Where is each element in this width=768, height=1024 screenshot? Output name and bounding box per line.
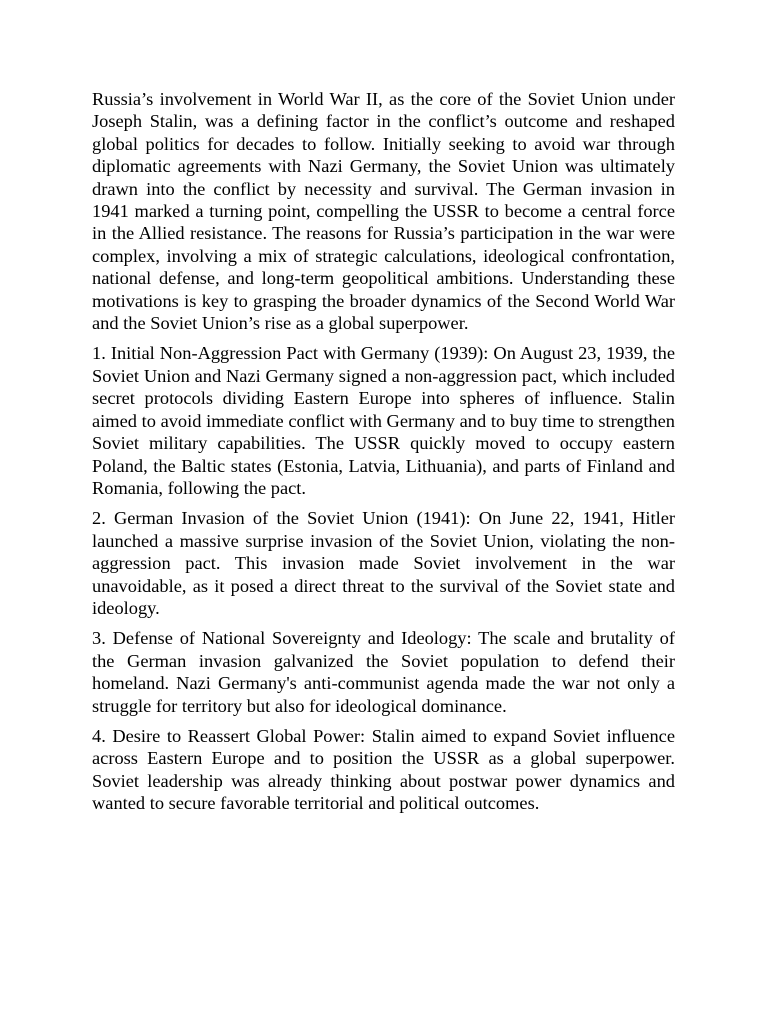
document-page [92,88,675,823]
point-1-paragraph: 1. Initial Non-Aggression Pact with Germany (1939): On August 23, 1939, the Soviet Union and Nazi Germany signed a non-aggression pact, which included secret protocols dividing Eastern Europe into spheres of influence. Stalin aimed to avoid immediate conflict with Germany and to buy time to strengthen Soviet military capabilities. The USSR quickly moved to occupy eastern Poland, the Baltic states (Estonia, Latvia, Lithuania), and parts of Finland and Romania, following the pact. [92,343,675,498]
point-2-paragraph: 2. German Invasion of the Soviet Union (1941): On June 22, 1941, Hitler launched a massive surprise invasion of the Soviet Union, violating the non-aggression pact. This invasion made Soviet involvement in the war unavoidable, as it posed a direct threat to the survival of the Soviet state and ideology. [92,508,675,618]
point-3-paragraph: 3. Defense of National Sovereignty and Ideology: The scale and brutality of the German invasion galvanized the Soviet population to defend their homeland. Nazi Germany's anti-communist agenda made the war not only a struggle for territory but also for ideological dominance. [92,628,675,716]
point-4-paragraph: 4. Desire to Reassert Global Power: Stalin aimed to expand Soviet influence across Eastern Europe and to position the USSR as a global superpower. Soviet leadership was already thinking about postwar power dynamics and wanted to secure favorable territorial and political outcomes. [92,725,675,814]
intro-paragraph: Russia’s involvement in World War II, as the core of the Soviet Union under Joseph Stalin, was a defining factor in the conflict’s outcome and reshaped global politics for decades to follow. Initially seeking to avoid war through diplomatic agreements with Nazi Germany, the Soviet Union was ultimately drawn into the conflict by necessity and survival. The German invasion in 1941 marked a turning point, compelling the USSR to become a central force in the Allied resistance. The reasons for Russia’s participation in the war were complex, involving a mix of strategic calculations, ideological confrontation, national defense, and long-term geopolitical ambitions. Understanding these motivations is key to grasping the broader dynamics of the Second World War and the Soviet Union’s rise as a global superpower. [92,89,675,334]
